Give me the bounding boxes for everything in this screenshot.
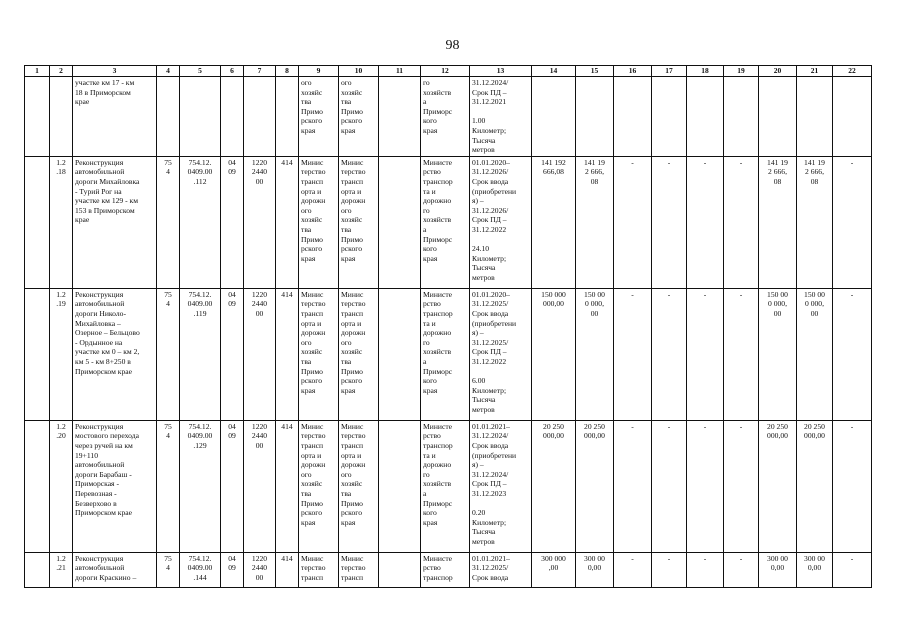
cell-col-9: Минис терство трансп орта и дорожн ого хозяйс тва Примо рского края	[299, 288, 339, 420]
cell-col-11	[379, 288, 421, 420]
cell-col-6: 04 09	[221, 420, 244, 552]
cell-col-20: 300 00 0,00	[759, 552, 797, 587]
cell-col-5: 754.12. 0409.00 .144	[180, 552, 221, 587]
cell-col-19: -	[724, 156, 759, 288]
header-col-12: 12	[421, 66, 470, 77]
header-col-5: 5	[180, 66, 221, 77]
header-col-22: 22	[833, 66, 872, 77]
cell-col-10: ого хозяйс тва Примо рского края	[339, 77, 379, 157]
cell-col-10: Минис терство трансп	[339, 552, 379, 587]
cell-col-19: -	[724, 288, 759, 420]
header-row	[25, 66, 872, 77]
cell-col-13: 01.01.2021– 31.12.2024/ Срок ввода (приобретени я) – 31.12.2024/ Срок ПД – 31.12.2023 0.20 Километр; Тысяча метров	[470, 420, 532, 552]
cell-col-21: 20 250 000,00	[797, 420, 833, 552]
cell-col-8: 414	[276, 156, 299, 288]
cell-col-6: 04 09	[221, 156, 244, 288]
cell-col-11	[379, 156, 421, 288]
table-row	[25, 156, 872, 288]
cell-col-15	[576, 77, 614, 157]
cell-col-22: -	[833, 288, 872, 420]
cell-col-7	[244, 77, 276, 157]
cell-col-21: 150 00 0 000, 00	[797, 288, 833, 420]
cell-col-6: 04 09	[221, 288, 244, 420]
header-col-9: 9	[299, 66, 339, 77]
cell-col-17: -	[652, 156, 687, 288]
cell-col-14: 300 000 ,00	[532, 552, 576, 587]
cell-col-15: 300 00 0,00	[576, 552, 614, 587]
cell-col-7: 1220 2440 00	[244, 552, 276, 587]
cell-col-17	[652, 77, 687, 157]
cell-col-16: -	[614, 552, 652, 587]
cell-col-6	[221, 77, 244, 157]
header-col-10: 10	[339, 66, 379, 77]
cell-col-11	[379, 420, 421, 552]
cell-col-9: Минис терство трансп орта и дорожн ого хозяйс тва Примо рского края	[299, 420, 339, 552]
cell-col-4: 75 4	[157, 288, 180, 420]
cell-col-16: -	[614, 156, 652, 288]
header-col-6: 6	[221, 66, 244, 77]
cell-col-16: -	[614, 420, 652, 552]
cell-col-2: 1.2 .20	[50, 420, 73, 552]
header-col-13: 13	[470, 66, 532, 77]
cell-col-22: -	[833, 156, 872, 288]
cell-col-3: Реконструкция мостового перехода через ручей на км 19+110 автомобильной дороги Барабаш - Приморская - Перевозная - Безверхово в Приморском крае	[73, 420, 157, 552]
cell-col-13: 01.01.2021– 31.12.2025/ Срок ввода	[470, 552, 532, 587]
cell-col-2: 1.2 .19	[50, 288, 73, 420]
cell-col-9: ого хозяйс тва Примо рского края	[299, 77, 339, 157]
cell-col-21	[797, 77, 833, 157]
cell-col-7: 1220 2440 00	[244, 156, 276, 288]
header-col-15: 15	[576, 66, 614, 77]
cell-col-15: 20 250 000,00	[576, 420, 614, 552]
header-col-3: 3	[73, 66, 157, 77]
cell-col-14: 141 192 666,08	[532, 156, 576, 288]
cell-col-12: Министе рство транспор та и дорожно го хозяйств а Приморс кого края	[421, 156, 470, 288]
cell-col-20: 141 19 2 666, 08	[759, 156, 797, 288]
cell-col-15: 141 19 2 666, 08	[576, 156, 614, 288]
cell-col-16: -	[614, 288, 652, 420]
cell-col-18	[687, 77, 724, 157]
cell-col-1	[25, 420, 50, 552]
cell-col-16	[614, 77, 652, 157]
cell-col-1	[25, 156, 50, 288]
cell-col-8	[276, 77, 299, 157]
cell-col-17: -	[652, 420, 687, 552]
cell-col-2: 1.2 .21	[50, 552, 73, 587]
header-col-14: 14	[532, 66, 576, 77]
cell-col-22	[833, 77, 872, 157]
cell-col-3: участке км 17 - км 18 в Приморском крае	[73, 77, 157, 157]
cell-col-4: 75 4	[157, 420, 180, 552]
cell-col-5: 754.12. 0409.00 .112	[180, 156, 221, 288]
cell-col-17: -	[652, 552, 687, 587]
header-col-16: 16	[614, 66, 652, 77]
header-col-2: 2	[50, 66, 73, 77]
cell-col-21: 300 00 0,00	[797, 552, 833, 587]
cell-col-8: 414	[276, 288, 299, 420]
cell-col-18: -	[687, 552, 724, 587]
cell-col-13: 01.01.2020– 31.12.2026/ Срок ввода (приобретени я) – 31.12.2026/ Срок ПД – 31.12.2022 24.10 Километр; Тысяча метров	[470, 156, 532, 288]
cell-col-19: -	[724, 420, 759, 552]
page-number: 98	[445, 38, 460, 53]
cell-col-10: Минис терство трансп орта и дорожн ого хозяйс тва Примо рского края	[339, 156, 379, 288]
cell-col-8: 414	[276, 552, 299, 587]
cell-col-13: 31.12.2024/ Срок ПД – 31.12.2021 1.00 Километр; Тысяча метров	[470, 77, 532, 157]
header-col-18: 18	[687, 66, 724, 77]
header-col-17: 17	[652, 66, 687, 77]
header-col-11: 11	[379, 66, 421, 77]
cell-col-9: Минис терство трансп	[299, 552, 339, 587]
table-row	[25, 552, 872, 587]
cell-col-14: 20 250 000,00	[532, 420, 576, 552]
cell-col-3: Реконструкция автомобильной дороги Николо- Михайловка – Озерное – Бельцово - Ордынное на участке км 0 – км 2, км 5 - км 8+250 в Приморском крае	[73, 288, 157, 420]
cell-col-4: 75 4	[157, 552, 180, 587]
header-col-7: 7	[244, 66, 276, 77]
cell-col-19: -	[724, 552, 759, 587]
cell-col-6: 04 09	[221, 552, 244, 587]
header-col-19: 19	[724, 66, 759, 77]
cell-col-3: Реконструкция автомобильной дороги Михайловка - Турий Рог на участке км 129 - км 153 в Приморском крае	[73, 156, 157, 288]
header-col-4: 4	[157, 66, 180, 77]
table-row	[25, 420, 872, 552]
cell-col-18: -	[687, 288, 724, 420]
cell-col-15: 150 00 0 000, 00	[576, 288, 614, 420]
cell-col-12: Министе рство транспор	[421, 552, 470, 587]
table-row	[25, 77, 872, 157]
cell-col-3: Реконструкция автомобильной дороги Краскино –	[73, 552, 157, 587]
cell-col-10: Минис терство трансп орта и дорожн ого хозяйс тва Примо рского края	[339, 420, 379, 552]
cell-col-22: -	[833, 420, 872, 552]
cell-col-13: 01.01.2020– 31.12.2025/ Срок ввода (приобретени я) – 31.12.2025/ Срок ПД – 31.12.2022 6.00 Километр; Тысяча метров	[470, 288, 532, 420]
cell-col-2	[50, 77, 73, 157]
header-col-21: 21	[797, 66, 833, 77]
cell-col-20: 20 250 000,00	[759, 420, 797, 552]
cell-col-12: го хозяйств а Приморс кого края	[421, 77, 470, 157]
cell-col-1	[25, 77, 50, 157]
cell-col-12: Министе рство транспор та и дорожно го хозяйств а Приморс кого края	[421, 288, 470, 420]
cell-col-19	[724, 77, 759, 157]
cell-col-7: 1220 2440 00	[244, 288, 276, 420]
cell-col-18: -	[687, 156, 724, 288]
header-col-8: 8	[276, 66, 299, 77]
cell-col-1	[25, 288, 50, 420]
cell-col-20: 150 00 0 000, 00	[759, 288, 797, 420]
cell-col-20	[759, 77, 797, 157]
cell-col-9: Минис терство трансп орта и дорожн ого хозяйс тва Примо рского края	[299, 156, 339, 288]
cell-col-5: 754.12. 0409.00 .129	[180, 420, 221, 552]
cell-col-5	[180, 77, 221, 157]
cell-col-4: 75 4	[157, 156, 180, 288]
header-col-20: 20	[759, 66, 797, 77]
cell-col-21: 141 19 2 666, 08	[797, 156, 833, 288]
cell-col-14: 150 000 000,00	[532, 288, 576, 420]
header-col-1: 1	[25, 66, 50, 77]
cell-col-1	[25, 552, 50, 587]
cell-col-4	[157, 77, 180, 157]
cell-col-7: 1220 2440 00	[244, 420, 276, 552]
table-row	[25, 288, 872, 420]
cell-col-12: Министе рство транспор та и дорожно го хозяйств а Приморс кого края	[421, 420, 470, 552]
cell-col-14	[532, 77, 576, 157]
cell-col-11	[379, 552, 421, 587]
cell-col-10: Минис терство трансп орта и дорожн ого хозяйс тва Примо рского края	[339, 288, 379, 420]
cell-col-8: 414	[276, 420, 299, 552]
cell-col-2: 1.2 .18	[50, 156, 73, 288]
cell-col-22: -	[833, 552, 872, 587]
cell-col-17: -	[652, 288, 687, 420]
cell-col-5: 754.12. 0409.00 .119	[180, 288, 221, 420]
cell-col-11	[379, 77, 421, 157]
budget-table	[24, 65, 872, 588]
cell-col-18: -	[687, 420, 724, 552]
